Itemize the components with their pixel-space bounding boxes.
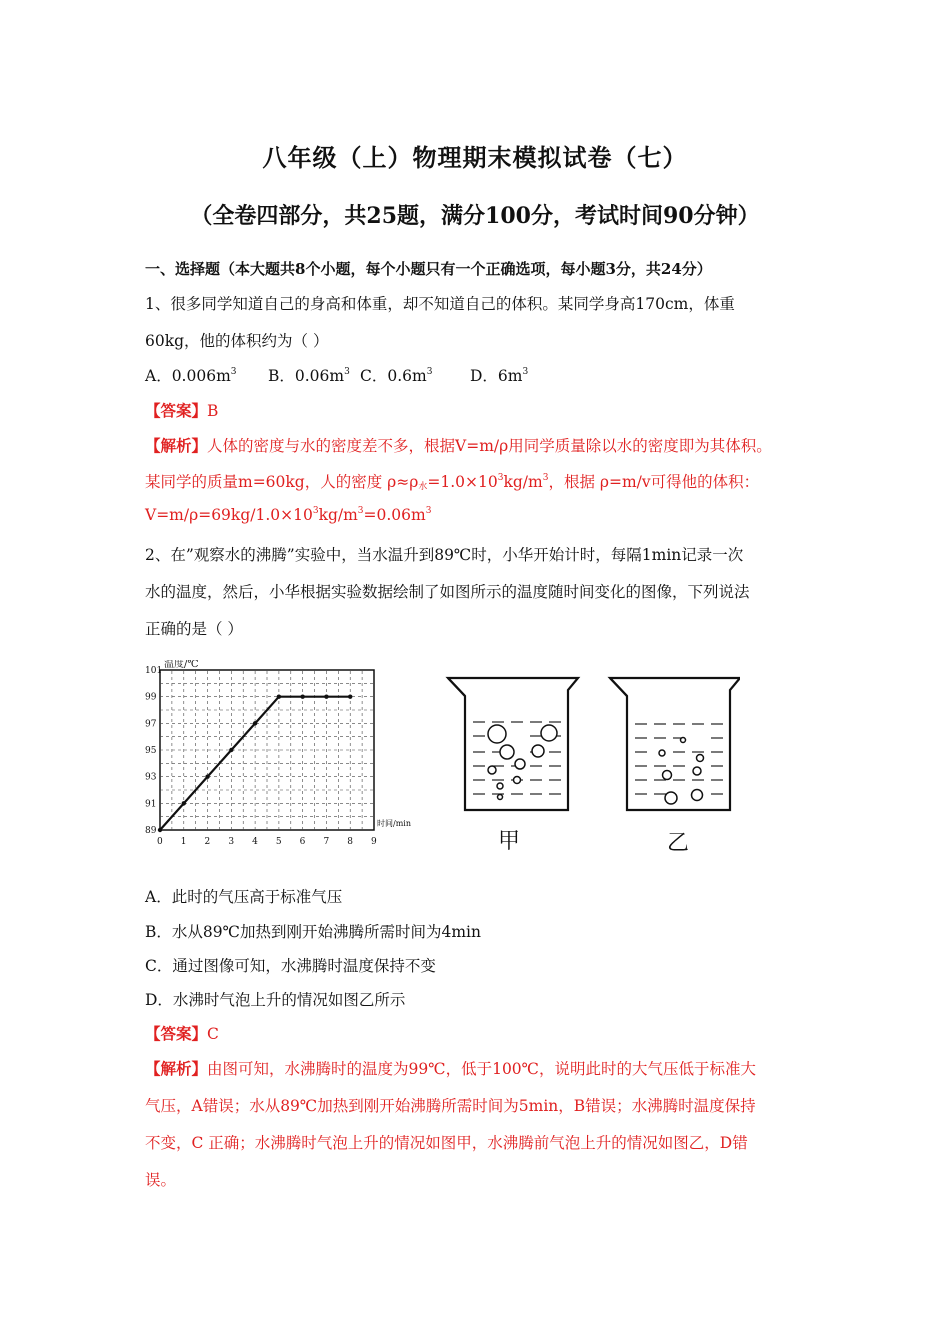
- q2-answer: 【答案】C: [145, 1024, 219, 1043]
- y-tick-label: 99: [145, 692, 157, 703]
- q2-option-c: C．通过图像可知，水沸腾时温度保持不变: [145, 957, 436, 975]
- q2-stem-line3: 正确的是（ ）: [145, 620, 243, 638]
- q2-stem-line1: 2、在”观察水的沸腾”实验中，当水温升到89℃时，小华开始计时，每隔1min记录一次: [145, 546, 744, 564]
- q1-analysis-line1: 【解析】人体的密度与水的密度差不多，根据V=m/ρ用同学质量除以水的密度即为其体积。: [145, 436, 772, 455]
- q1-option-c: C．$0.6m^3$: [360, 367, 433, 385]
- beaker-yi: [610, 678, 740, 856]
- q2-analysis-line3: 不变，C 正确；水沸腾时气泡上升的情况如图甲，水沸腾前气泡上升的情况如图乙，D错: [145, 1134, 748, 1152]
- q2-figure: [140, 660, 740, 860]
- data-point: [348, 694, 352, 698]
- y-tick-label: 93: [145, 772, 157, 783]
- q1-options: [145, 364, 528, 386]
- q1-stem-line2: 60kg，他的体积约为（ ）: [145, 332, 329, 350]
- q1-option-d: D．$6m^3$: [470, 367, 529, 385]
- data-point: [205, 774, 209, 778]
- data-point: [324, 694, 328, 698]
- x-tick-label: 5: [275, 837, 282, 847]
- bubbles-jia: [488, 725, 557, 800]
- x-tick-label: 3: [228, 837, 235, 847]
- section-heading: 一、选择题（本大题共8个小题，每个小题只有一个正确选项，每小题3分，共24分）: [145, 260, 712, 278]
- y-tick-label: 91: [145, 799, 157, 810]
- q2-option-a: A．此时的气压高于标准气压: [145, 888, 343, 906]
- beaker-label-jia: 甲: [498, 829, 521, 854]
- exam-info: （全卷四部分，共25题，满分100分，考试时间90分钟）: [190, 203, 760, 229]
- x-tick-label: 4: [252, 837, 258, 847]
- q2-analysis-line2: 气压，A错误；水从89℃加热到刚开始沸腾所需时间为5min，B错误；水沸腾时温度保持: [145, 1097, 756, 1115]
- q1-option-a: A．$0.006m^3$: [145, 367, 237, 385]
- x-tick-label: 2: [204, 837, 211, 847]
- data-point: [277, 694, 281, 698]
- y-axis-label: 温度/℃: [164, 660, 199, 670]
- q1-analysis-line2: 某同学的质量m=60kg，人的密度 $\rho\approx\rho_水=1.0\times 10^3kg/m^3$，根据 ρ=m/v可得他的体积：: [145, 473, 760, 492]
- data-point: [300, 694, 304, 698]
- beaker-label-yi: 乙: [667, 831, 690, 856]
- y-tick-label: 89: [145, 826, 157, 836]
- data-point: [158, 828, 162, 832]
- x-tick-label: 8: [347, 837, 353, 847]
- q2-analysis-line1: 【解析】由图可知，水沸腾时的温度为99℃，低于100℃，说明此时的大气压低于标准大: [145, 1059, 757, 1078]
- q2-option-b: B．水从89℃加热到刚开始沸腾所需时间为4min: [145, 923, 481, 941]
- q1-option-b: B．$0.06m^3$: [268, 367, 350, 385]
- y-tick-label: 101: [145, 666, 163, 676]
- water-lines-yi: [635, 724, 723, 794]
- x-tick-label: 9: [371, 837, 377, 847]
- beaker-jia: [448, 678, 578, 854]
- q2-stem-line2: 水的温度，然后，小华根据实验数据绘制了如图所示的温度随时间变化的图像，下列说法: [145, 583, 750, 601]
- data-point: [253, 721, 257, 725]
- temperature-time-graph: [145, 660, 411, 847]
- q2-analysis-line4: 误。: [145, 1171, 177, 1189]
- x-tick-label: 7: [323, 837, 330, 847]
- q1-analysis-line3: $V=m/\rho=69kg/1.0\times 10^3kg/m^3=0.06m^3$: [145, 506, 432, 524]
- y-tick-label: 97: [145, 719, 157, 730]
- x-tick-label: 1: [180, 837, 187, 847]
- data-point: [182, 801, 186, 805]
- x-axis-label: 时间/min: [377, 819, 411, 828]
- x-tick-label: 0: [157, 837, 163, 847]
- page-title: 八年级（上）物理期末模拟试卷（七）: [262, 143, 688, 172]
- y-tick-label: 95: [145, 746, 157, 756]
- data-point: [229, 748, 233, 752]
- q1-answer: 【答案】B: [145, 401, 219, 420]
- bubbles-yi: [659, 738, 704, 805]
- q1-stem-line1: 1、很多同学知道自己的身高和体重，却不知道自己的体积。某同学身高170cm，体重: [145, 295, 735, 313]
- q2-option-d: D．水沸时气泡上升的情况如图乙所示: [145, 991, 406, 1009]
- x-tick-label: 6: [299, 837, 306, 847]
